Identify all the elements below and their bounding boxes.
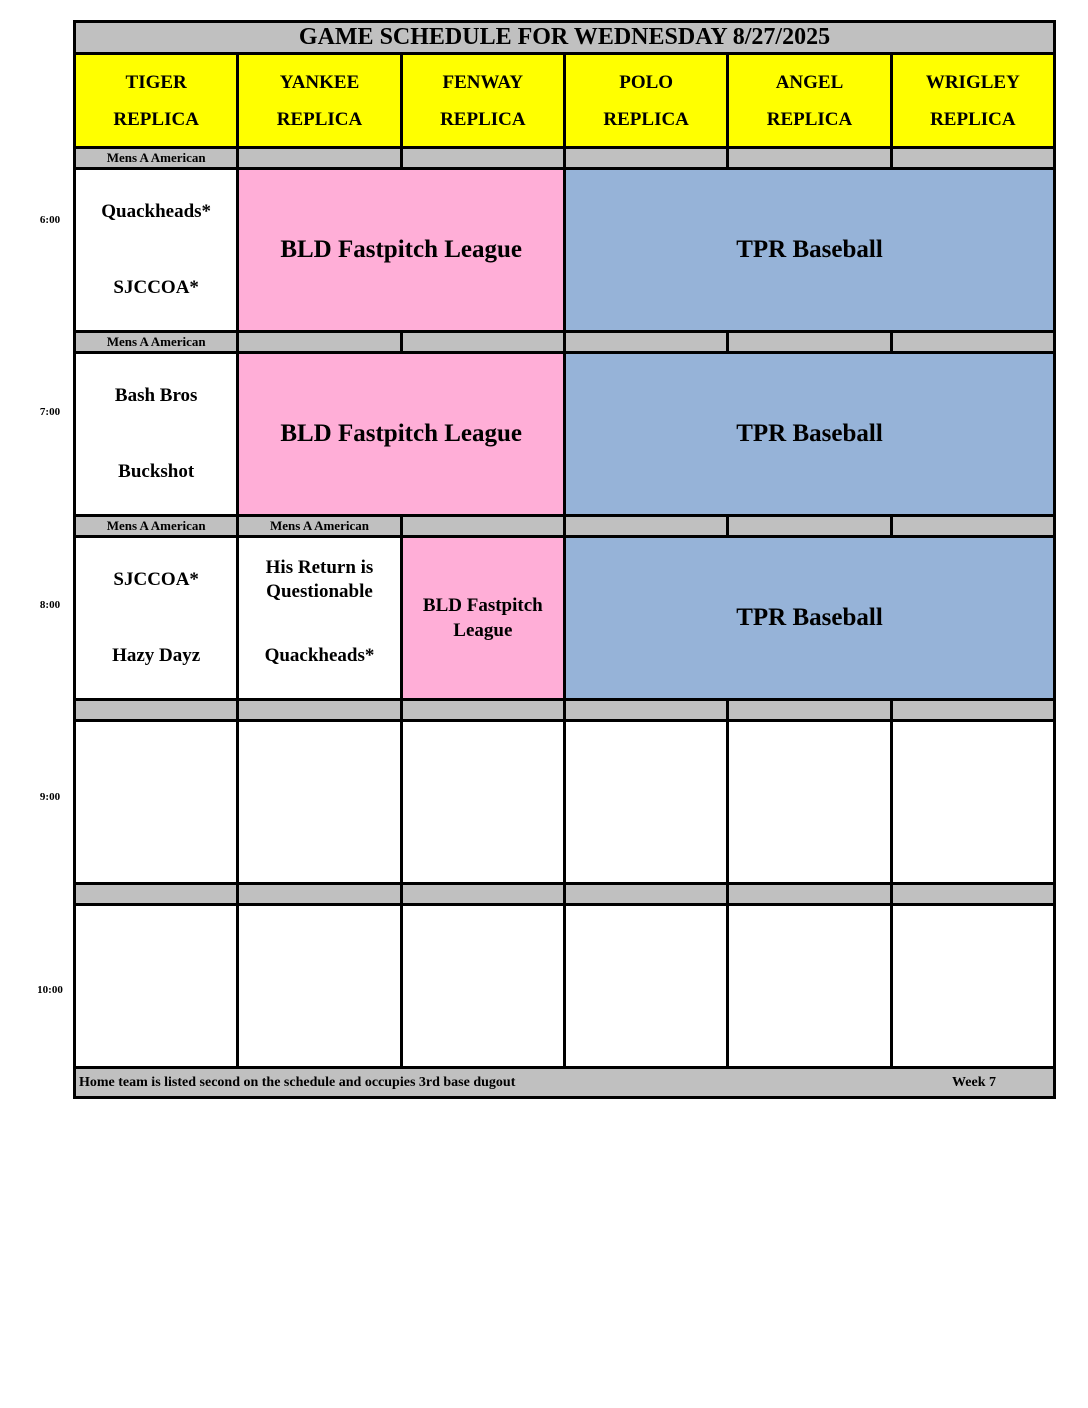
field-name: TIGER xyxy=(125,71,187,93)
bld-block-800: BLD Fastpitch League xyxy=(401,537,564,700)
division-label-empty xyxy=(75,884,238,905)
footer-bar xyxy=(75,1068,1055,1098)
division-label-empty xyxy=(891,884,1054,905)
away-team: SJCCOA* xyxy=(113,569,199,590)
home-team: Quackheads* xyxy=(264,645,375,666)
division-label-empty xyxy=(564,516,727,537)
division-label-empty xyxy=(401,148,564,169)
division-label: Mens A American xyxy=(75,148,238,169)
empty-game-cell xyxy=(401,905,564,1068)
time-label-900: 9:00 xyxy=(39,791,61,803)
field-sub: REPLICA xyxy=(113,108,199,130)
division-label-empty xyxy=(728,516,891,537)
division-label-empty xyxy=(891,516,1054,537)
empty-game-cell xyxy=(891,721,1054,884)
division-label-empty xyxy=(891,148,1054,169)
field-name: POLO xyxy=(619,71,674,93)
division-label-empty xyxy=(564,332,727,353)
field-header-angel xyxy=(728,54,891,148)
division-label-empty xyxy=(238,332,401,353)
time-label-1000: 10:00 xyxy=(37,984,63,996)
division-label-empty xyxy=(891,332,1054,353)
division-label-empty xyxy=(728,884,891,905)
game-cell-tiger-800 xyxy=(75,537,238,700)
division-label-empty xyxy=(75,700,238,721)
field-sub: REPLICA xyxy=(440,108,526,130)
division-label-empty xyxy=(564,700,727,721)
division-label-empty xyxy=(401,516,564,537)
division-label-empty xyxy=(728,332,891,353)
division-label-empty xyxy=(401,332,564,353)
tpr-block-700: TPR Baseball xyxy=(564,353,1054,516)
week-label: Week 7 xyxy=(952,1074,996,1090)
time-label-600: 6:00 xyxy=(39,214,61,226)
division-label: Mens A American xyxy=(238,516,401,537)
away-team: Bash Bros xyxy=(114,385,198,406)
bld-block-600: BLD Fastpitch League xyxy=(238,169,565,332)
field-name: WRIGLEY xyxy=(925,71,1020,93)
division-label-empty xyxy=(891,700,1054,721)
field-name: YANKEE xyxy=(279,71,360,93)
away-team: His Return is Questionable xyxy=(265,557,374,602)
empty-game-cell xyxy=(728,721,891,884)
home-team: Buckshot xyxy=(118,461,195,482)
game-cell-tiger-700 xyxy=(75,353,238,516)
field-sub: REPLICA xyxy=(766,108,853,130)
field-header-tiger xyxy=(75,54,238,148)
division-label-empty xyxy=(238,148,401,169)
division-label-empty xyxy=(564,148,727,169)
division-label-empty xyxy=(728,148,891,169)
field-name: ANGEL xyxy=(775,71,844,93)
division-label-empty xyxy=(238,700,401,721)
schedule-table xyxy=(73,20,1056,1099)
empty-game-cell xyxy=(891,905,1054,1068)
empty-game-cell xyxy=(238,905,401,1068)
division-label: Mens A American xyxy=(75,516,238,537)
division-label-empty xyxy=(401,700,564,721)
division-label-empty xyxy=(728,700,891,721)
field-header-polo xyxy=(564,54,727,148)
field-header-fenway xyxy=(401,54,564,148)
bld-block-700: BLD Fastpitch League xyxy=(238,353,565,516)
game-cell-yankee-800 xyxy=(238,537,401,700)
empty-game-cell xyxy=(75,721,238,884)
field-sub: REPLICA xyxy=(930,108,1016,130)
field-header-wrigley xyxy=(891,54,1054,148)
tpr-block-800: TPR Baseball xyxy=(564,537,1054,700)
empty-game-cell xyxy=(75,905,238,1068)
footer-note: Home team is listed second on the schedule and occupies 3rd base dugout xyxy=(79,1074,516,1090)
field-sub: REPLICA xyxy=(276,108,363,130)
tpr-block-600: TPR Baseball xyxy=(564,169,1054,332)
field-header-yankee xyxy=(238,54,401,148)
away-team: Quackheads* xyxy=(101,201,212,222)
empty-game-cell xyxy=(238,721,401,884)
division-label-empty xyxy=(401,884,564,905)
division-label-empty xyxy=(564,884,727,905)
division-label-empty xyxy=(238,884,401,905)
empty-game-cell xyxy=(564,905,727,1068)
empty-game-cell xyxy=(401,721,564,884)
field-sub: REPLICA xyxy=(603,108,689,130)
home-team: SJCCOA* xyxy=(113,277,199,298)
time-label-700: 7:00 xyxy=(39,406,61,418)
empty-game-cell xyxy=(564,721,727,884)
time-label-800: 8:00 xyxy=(39,599,61,611)
game-cell-tiger-600 xyxy=(75,169,238,332)
schedule-title: GAME SCHEDULE FOR WEDNESDAY 8/27/2025 xyxy=(75,22,1055,54)
field-name: FENWAY xyxy=(442,71,524,93)
empty-game-cell xyxy=(728,905,891,1068)
division-label: Mens A American xyxy=(75,332,238,353)
home-team: Hazy Dayz xyxy=(112,645,201,666)
